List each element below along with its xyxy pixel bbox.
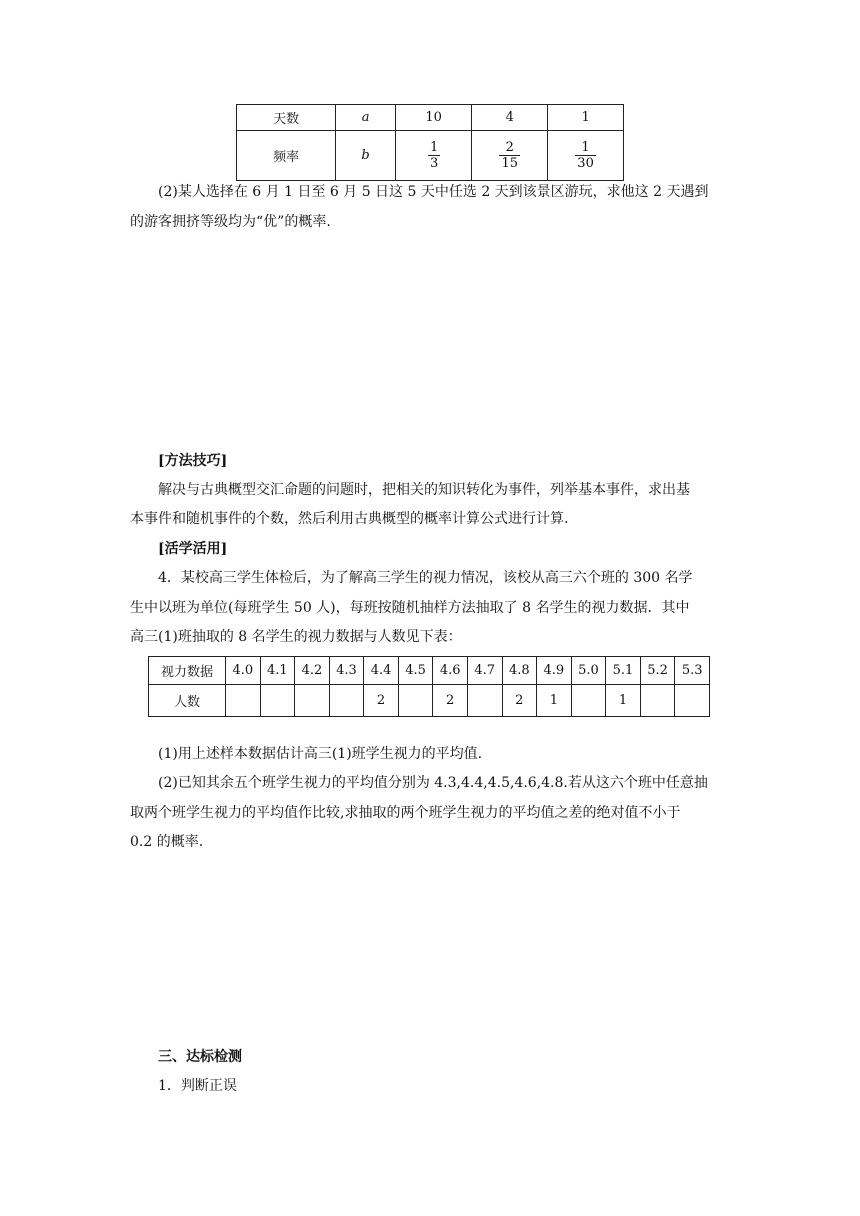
sub-question-2-line-1: (2)已知其余五个班学生视力的平均值分别为 4.3,4.4,4.5,4.6,4.8.若从这六个班中任意抽 [158,775,708,791]
fraction: $\frac{2}{15}$ [501,140,519,171]
table-cell [226,685,261,717]
table-cell: 5.0 [571,657,606,685]
table-cell-freq-1 [396,131,472,181]
fraction: $\frac{1}{3}$ [430,140,439,171]
table-cell-a: a [336,105,396,131]
sub-question-1: (1)用上述样本数据估计高三(1)班学生视力的平均值. [158,746,483,762]
table-cell: 2 [502,685,537,717]
table-cell: 5.3 [675,657,710,685]
table-cell: 4.4 [364,657,399,685]
frequency-table [236,104,624,181]
table-cell: 4.5 [398,657,433,685]
table-cell-freq-3 [548,131,624,181]
section-3-item-1: 1．判断正误 [158,1078,237,1094]
table-cell: 4.0 [226,657,261,685]
table-cell: 4.1 [260,657,295,685]
section-3-heading: 三、达标检测 [158,1049,242,1065]
practice-line-3: 高三(1)班抽取的 8 名学生的视力数据与人数见下表： [130,629,462,645]
table-cell-days-label: 天数 [237,105,336,131]
table-cell [260,685,295,717]
table-cell: 2 [433,685,468,717]
table-cell: 4.3 [329,657,364,685]
table-cell [398,685,433,717]
table-cell-days-3: 1 [548,105,624,131]
table-cell: 4.9 [537,657,572,685]
table-cell [571,685,606,717]
table-cell-freq-label: 频率 [237,131,336,181]
table-cell [467,685,502,717]
method-line-1: 解决与古典概型交汇命题的问题时，把相关的知识转化为事件，列举基本事件，求出基 [158,482,690,498]
table-cell: 5.1 [606,657,641,685]
table-cell: 1 [606,685,641,717]
table-cell [640,685,675,717]
table-cell: 1 [537,685,572,717]
table-cell-days-2: 4 [472,105,548,131]
table-cell [675,685,710,717]
practice-line-2: 生中以班为单位(每班学生 50 人)，每班按随机抽样方法抽取了 8 名学生的视力数据．其中 [130,600,690,616]
question-2-line-1: (2)某人选择在 6 月 1 日至 6 月 5 日这 5 天中任选 2 天到该景区游玩，求他这 2 天遇到 [158,184,709,200]
table-cell [295,685,330,717]
table-cell: 5.2 [640,657,675,685]
table-cell: 4.8 [502,657,537,685]
table-cell-freq-2 [472,131,548,181]
question-2-line-2: 的游客拥挤等级均为“优”的概率. [130,214,331,230]
table-header-vision: 视力数据 [149,657,226,685]
table-cell: 4.6 [433,657,468,685]
table-cell: 4.7 [467,657,502,685]
table-cell: 2 [364,685,399,717]
table-cell: 4.2 [295,657,330,685]
table-cell [329,685,364,717]
practice-heading: [活学活用] [158,541,228,557]
method-line-2: 本事件和随机事件的个数，然后利用古典概型的概率计算公式进行计算. [130,511,569,527]
method-heading: [方法技巧] [158,453,228,469]
table-header-count: 人数 [149,685,226,717]
fraction: $\frac{1}{30}$ [577,140,594,171]
table-cell-days-1: 10 [396,105,472,131]
vision-data-table [148,656,710,717]
sub-question-2-line-2: 取两个班学生视力的平均值作比较,求抽取的两个班学生视力的平均值之差的绝对值不小于 [130,805,681,821]
practice-line-1: 4．某校高三学生体检后，为了解高三学生的视力情况，该校从高三六个班的 300 名学 [158,570,693,586]
table-cell-b: b [336,131,396,181]
sub-question-2-line-3: 0.2 的概率. [130,834,204,850]
